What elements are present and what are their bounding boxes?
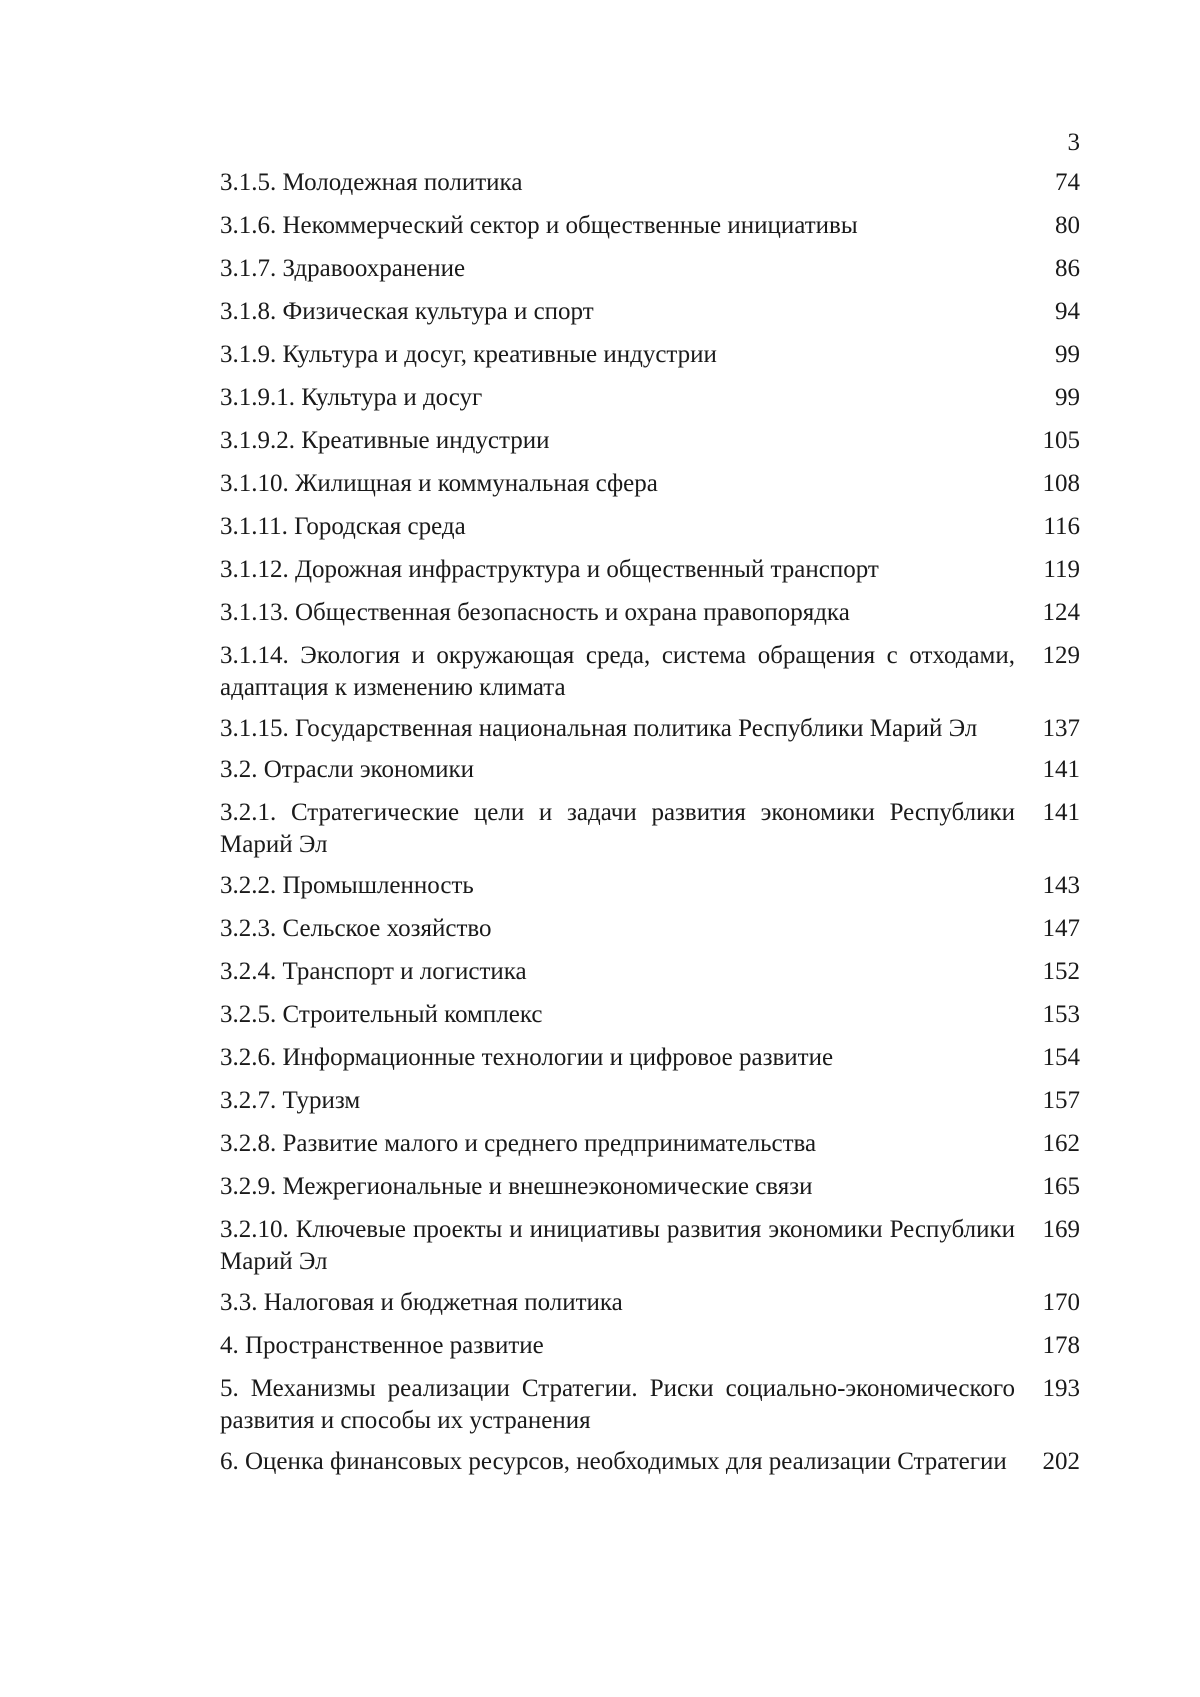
toc-entry-page: 119: [1043, 556, 1080, 583]
toc-entry-title: 3.1.9.2. Креативные индустрии: [220, 427, 550, 454]
toc-entry-title: 3.2.6. Информационные технологии и цифровое развитие: [220, 1044, 834, 1071]
toc-entry-page: 152: [1042, 958, 1080, 985]
toc-entry-page: 153: [1042, 1001, 1080, 1028]
toc-entry-page: 124: [1042, 599, 1080, 626]
toc-entry-page: 80: [1055, 212, 1080, 239]
toc-entry[interactable]: [220, 1128, 1080, 1160]
toc-entry[interactable]: [220, 913, 1080, 945]
toc-entry[interactable]: [220, 210, 1080, 242]
toc-entry[interactable]: [220, 640, 1080, 704]
toc-entry[interactable]: [220, 713, 1080, 745]
toc-entry-title: 3.2. Отрасли экономики: [220, 756, 475, 783]
table-of-contents: [220, 167, 1080, 1487]
toc-entry[interactable]: [220, 511, 1080, 543]
toc-entry[interactable]: [220, 554, 1080, 586]
toc-entry-page: 170: [1042, 1289, 1080, 1316]
toc-entry-page: 116: [1043, 513, 1080, 540]
toc-entry-page: 74: [1055, 169, 1080, 196]
toc-entry[interactable]: [220, 1287, 1080, 1319]
toc-entry-page: 129: [1042, 642, 1080, 669]
toc-entry[interactable]: [220, 754, 1080, 786]
toc-entry[interactable]: [220, 1446, 1080, 1478]
toc-entry-page: 99: [1055, 341, 1080, 368]
toc-entry-page: 169: [1042, 1216, 1080, 1243]
toc-entry[interactable]: [220, 382, 1080, 414]
toc-entry-page: 94: [1055, 298, 1080, 325]
toc-entry-title: 6. Оценка финансовых ресурсов, необходимых для реализации Стратегии: [220, 1448, 1007, 1475]
toc-entry-title: 3.1.8. Физическая культура и спорт: [220, 298, 594, 325]
toc-entry-title: 3.1.10. Жилищная и коммунальная сфера: [220, 470, 658, 497]
toc-entry[interactable]: [220, 1330, 1080, 1362]
toc-entry-title: 3.3. Налоговая и бюджетная политика: [220, 1289, 623, 1316]
toc-entry[interactable]: [220, 870, 1080, 902]
toc-entry-page: 108: [1042, 470, 1080, 497]
toc-entry-page: 147: [1042, 915, 1080, 942]
toc-entry-title: 3.2.2. Промышленность: [220, 872, 474, 899]
toc-entry[interactable]: [220, 797, 1080, 861]
toc-entry[interactable]: [220, 1373, 1080, 1437]
toc-entry-title: 3.1.14. Экология и окружающая среда, система обращения с отходами, адаптация к изменению климата: [220, 642, 1015, 701]
toc-entry-title: 3.2.9. Межрегиональные и внешнеэкономические связи: [220, 1173, 813, 1200]
toc-entry-title: 3.1.11. Городская среда: [220, 513, 466, 540]
toc-entry[interactable]: [220, 1085, 1080, 1117]
toc-entry-title: 3.2.4. Транспорт и логистика: [220, 958, 527, 985]
toc-entry-title: 3.2.10. Ключевые проекты и инициативы развития экономики Республики Марий Эл: [220, 1216, 1015, 1275]
toc-entry-title: 3.2.3. Сельское хозяйство: [220, 915, 492, 942]
toc-entry-title: 3.2.7. Туризм: [220, 1087, 361, 1114]
toc-entry-page: 86: [1055, 255, 1080, 282]
toc-entry[interactable]: [220, 468, 1080, 500]
toc-entry-page: 178: [1042, 1332, 1080, 1359]
toc-entry-title: 3.1.15. Государственная национальная политика Республики Марий Эл: [220, 715, 978, 742]
toc-entry-title: 5. Механизмы реализации Стратегии. Риски социально-экономического развития и способы их устранения: [220, 1375, 1015, 1434]
toc-entry-title: 3.1.9. Культура и досуг, креативные индустрии: [220, 341, 717, 368]
toc-entry-page: 157: [1042, 1087, 1080, 1114]
toc-entry-title: 3.1.5. Молодежная политика: [220, 169, 523, 196]
toc-entry[interactable]: [220, 597, 1080, 629]
toc-entry-page: 154: [1042, 1044, 1080, 1071]
toc-entry-title: 4. Пространственное развитие: [220, 1332, 544, 1359]
toc-entry-title: 3.1.6. Некоммерческий сектор и общественные инициативы: [220, 212, 858, 239]
toc-entry-page: 141: [1042, 799, 1080, 826]
toc-entry-page: 141: [1042, 756, 1080, 783]
toc-entry[interactable]: [220, 425, 1080, 457]
page-number: 3: [1067, 129, 1080, 156]
toc-entry[interactable]: [220, 339, 1080, 371]
toc-entry-title: 3.1.7. Здравоохранение: [220, 255, 466, 282]
toc-entry[interactable]: [220, 296, 1080, 328]
toc-entry-page: 99: [1055, 384, 1080, 411]
toc-entry[interactable]: [220, 1042, 1080, 1074]
toc-entry[interactable]: [220, 253, 1080, 285]
toc-entry[interactable]: [220, 956, 1080, 988]
toc-entry-title: 3.2.1. Стратегические цели и задачи развития экономики Республики Марий Эл: [220, 799, 1015, 858]
toc-entry-title: 3.2.5. Строительный комплекс: [220, 1001, 543, 1028]
toc-entry-title: 3.2.8. Развитие малого и среднего предпринимательства: [220, 1130, 817, 1157]
toc-entry-page: 202: [1042, 1448, 1080, 1475]
toc-entry-title: 3.1.13. Общественная безопасность и охрана правопорядка: [220, 599, 850, 626]
toc-entry-page: 137: [1042, 715, 1080, 742]
toc-entry[interactable]: [220, 999, 1080, 1031]
toc-entry-title: 3.1.12. Дорожная инфраструктура и общественный транспорт: [220, 556, 879, 583]
toc-entry-page: 162: [1042, 1130, 1080, 1157]
toc-entry[interactable]: [220, 167, 1080, 199]
toc-entry-page: 193: [1042, 1375, 1080, 1402]
toc-entry[interactable]: [220, 1171, 1080, 1203]
toc-entry-page: 165: [1042, 1173, 1080, 1200]
toc-entry-page: 105: [1042, 427, 1080, 454]
toc-entry[interactable]: [220, 1214, 1080, 1278]
toc-entry-title: 3.1.9.1. Культура и досуг: [220, 384, 483, 411]
toc-entry-page: 143: [1042, 872, 1080, 899]
